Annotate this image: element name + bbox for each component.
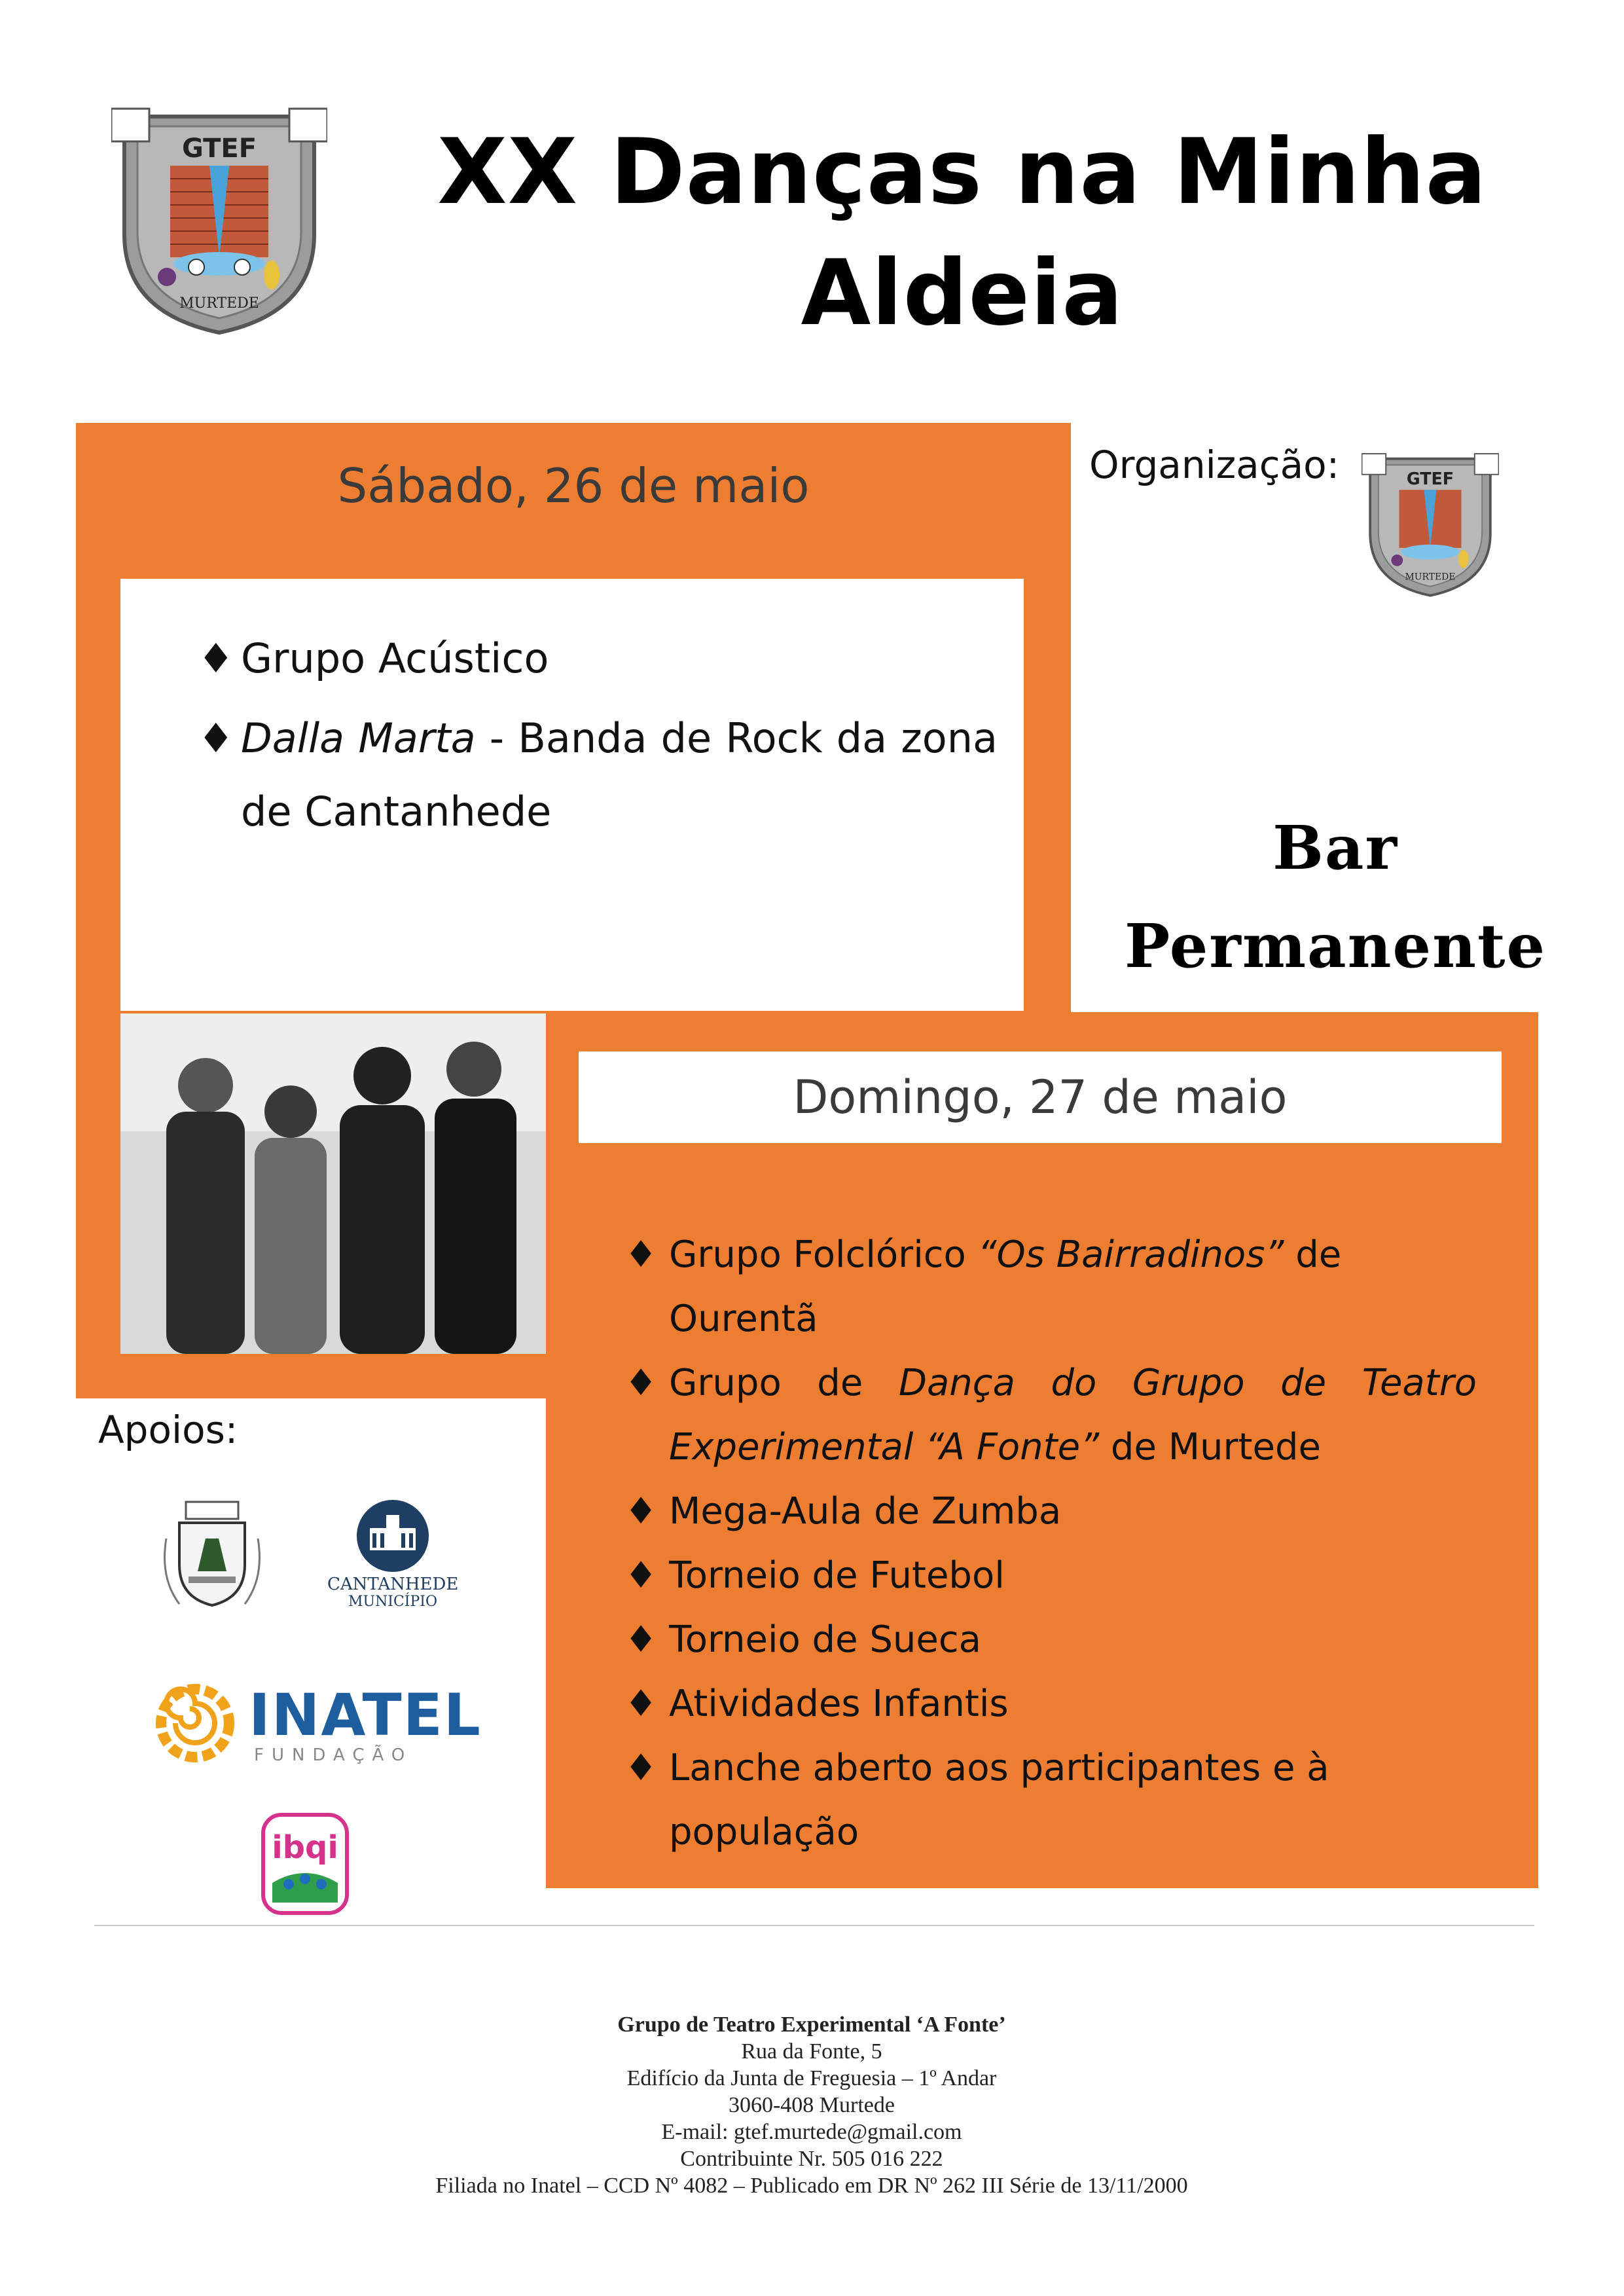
footer-building: Edifício da Junta de Freguesia – 1º Andar	[626, 2066, 997, 2090]
cantanhede-logo-line-1: CANTANHEDE	[327, 1575, 459, 1594]
footer-street: Rua da Fonte, 5	[741, 2039, 882, 2064]
list-item	[547, 1223, 1477, 1351]
cantanhede-logo-line-2: MUNICÍPIO	[348, 1594, 438, 1610]
crest-label: GTEF	[181, 134, 257, 164]
footer-divider	[94, 1925, 1534, 1926]
list-item	[120, 702, 998, 848]
crest-label: GTEF	[1406, 468, 1454, 488]
diamond-bullet-icon: ♦	[624, 1233, 658, 1276]
diamond-bullet-icon: ♦	[624, 1618, 658, 1661]
inatel-subtitle: FUNDAÇÃO	[254, 1745, 413, 1765]
diamond-bullet-icon: ♦	[624, 1554, 658, 1597]
crest-motto: MURTEDE	[1405, 572, 1456, 583]
footer-affiliation: Filiada no Inatel – CCD Nº 4082 – Publicado em DR Nº 262 III Série de 13/11/2000	[435, 2174, 1188, 2198]
diamond-bullet-icon: ♦	[624, 1683, 658, 1725]
sunday-heading: Domingo, 27 de maio	[579, 1051, 1502, 1143]
band-photo	[120, 1013, 546, 1354]
list-item	[547, 1351, 1477, 1480]
footer-postal: 3060-408 Murtede	[728, 2093, 895, 2117]
list-item	[547, 1736, 1477, 1865]
list-item-text: Lanche aberto aos participantes e à população	[669, 1747, 1329, 1853]
list-item-italic: “Os Bairradinos”	[977, 1233, 1284, 1276]
diamond-bullet-icon: ♦	[624, 1490, 658, 1533]
list-item-text: Grupo de	[669, 1362, 899, 1404]
list-item-text: Torneio de Sueca	[669, 1618, 981, 1661]
footer-tax: Contribuinte Nr. 505 016 222	[680, 2147, 943, 2171]
list-item-text: de Murtede	[1099, 1426, 1321, 1468]
list-item-text: Torneio de Futebol	[669, 1554, 1005, 1597]
list-item-text: Grupo Acústico	[241, 634, 549, 682]
list-item	[547, 1480, 1477, 1544]
list-item	[547, 1672, 1477, 1736]
saturday-program-list	[120, 579, 1024, 848]
footer-contact	[157, 2011, 1466, 2199]
gtef-crest-logo-small	[1362, 450, 1499, 600]
ibqi-name: ibqi	[272, 1829, 338, 1866]
inatel-logo	[149, 1677, 482, 1776]
list-item-text: Atividades Infantis	[669, 1683, 1009, 1725]
crest-motto: MURTEDE	[179, 295, 259, 312]
footer-org-name: Grupo de Teatro Experimental ‘A Fonte’	[617, 2013, 1006, 2037]
diamond-bullet-icon: ♦	[624, 1362, 658, 1404]
murtede-parish-logo	[160, 1499, 264, 1611]
list-item-text: Grupo Folclórico	[669, 1233, 978, 1276]
organization-label: Organização:	[1089, 443, 1340, 487]
saturday-program-box	[120, 579, 1024, 1011]
diamond-bullet-icon: ♦	[198, 714, 234, 762]
gtef-crest-logo	[111, 103, 327, 339]
bar-permanente	[1067, 799, 1604, 995]
bar-line-2: Permanente	[1124, 911, 1546, 981]
list-item	[120, 622, 998, 695]
list-item	[547, 1544, 1477, 1608]
list-item-text: Mega-Aula de Zumba	[669, 1490, 1062, 1533]
diamond-bullet-icon: ♦	[624, 1747, 658, 1789]
bar-line-1: Bar	[1272, 812, 1398, 883]
title-line-1: XX Danças na Minha	[437, 119, 1487, 225]
diamond-bullet-icon: ♦	[198, 634, 234, 682]
cantanhede-logo	[327, 1497, 458, 1628]
title-line-2: Aldeia	[801, 240, 1124, 346]
band-name: Dalla Marta	[241, 714, 476, 762]
list-item-italic: Dança do Grupo de Teatro Experimental “A Fonte”	[669, 1362, 1477, 1468]
ibqi-logo	[259, 1811, 351, 1922]
list-item	[547, 1608, 1477, 1672]
list-item-text: - Banda de Rock da zona de Cantanhede	[241, 714, 998, 835]
event-title	[406, 111, 1519, 354]
footer-email: E-mail: gtef.murtede@gmail.com	[661, 2120, 962, 2144]
saturday-heading: Sábado, 26 de maio	[337, 458, 810, 513]
sunday-program-list	[547, 1223, 1477, 1865]
supporters-label: Apoios:	[98, 1408, 238, 1452]
inatel-name: INATEL	[249, 1681, 482, 1749]
list-item-text: de Ourentã	[669, 1233, 1342, 1340]
